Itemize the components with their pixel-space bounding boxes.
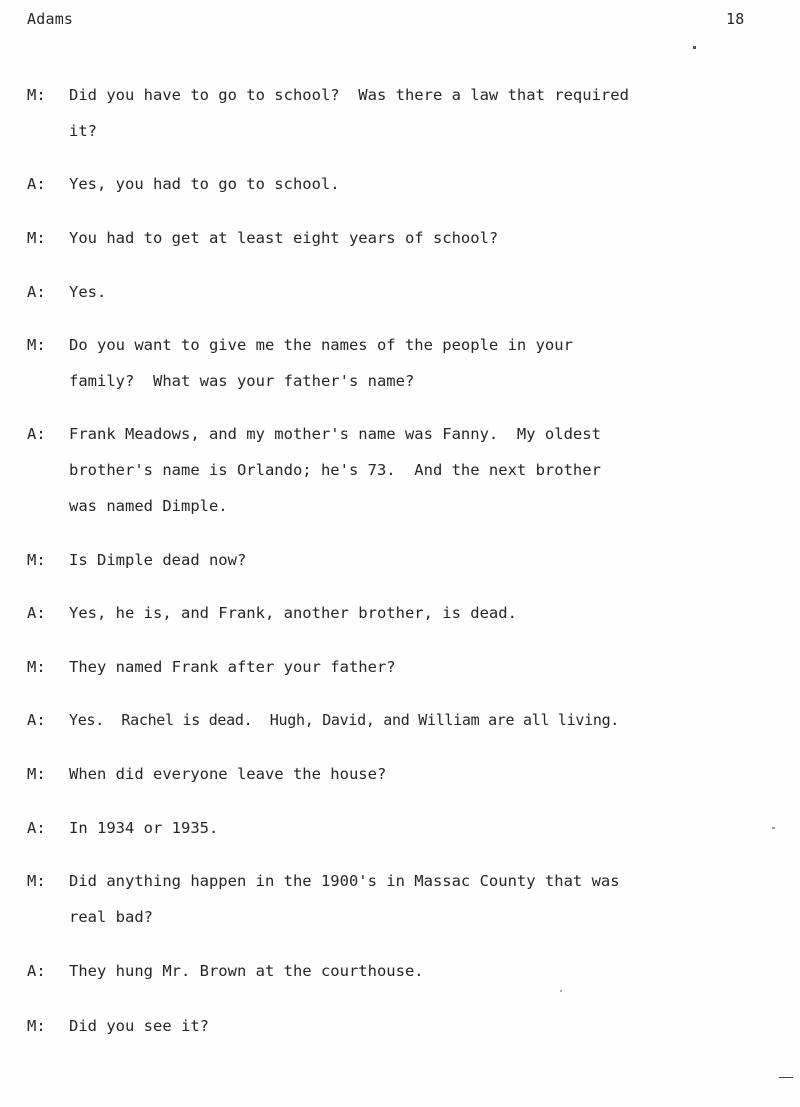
dialogue-text: Is Dimple dead now? bbox=[69, 551, 247, 569]
header-name: Adams bbox=[27, 10, 74, 28]
speaker-label: A: bbox=[27, 425, 46, 443]
speaker-label: A: bbox=[27, 604, 46, 622]
speaker-label: M: bbox=[27, 872, 46, 890]
page-number: 18 bbox=[726, 10, 745, 28]
speaker-label: M: bbox=[27, 86, 46, 104]
dialogue-text: Did you see it? bbox=[69, 1017, 209, 1035]
dialogue-text: When did everyone leave the house? bbox=[69, 765, 387, 783]
dialogue-text: Yes. bbox=[69, 283, 107, 301]
speaker-label: A: bbox=[27, 283, 46, 301]
speaker-label: M: bbox=[27, 658, 46, 676]
speaker-label: M: bbox=[27, 765, 46, 783]
scan-mark bbox=[779, 1077, 793, 1078]
speaker-label: A: bbox=[27, 175, 46, 193]
dialogue-text: Yes. Rachel is dead. Hugh, David, and William are all living. bbox=[69, 711, 620, 729]
speaker-label: A: bbox=[27, 962, 46, 980]
dialogue-text: Yes, you had to go to school. bbox=[69, 175, 340, 193]
dialogue-text: Frank Meadows, and my mother's name was Fanny. My oldest brother's name is Orlando; he's 73. And the next brother was named Dimple. bbox=[69, 425, 601, 515]
speaker-label: M: bbox=[27, 551, 46, 569]
dialogue-text: You had to get at least eight years of school? bbox=[69, 229, 499, 247]
dialogue-text: They hung Mr. Brown at the courthouse. bbox=[69, 962, 424, 980]
speaker-label: A: bbox=[27, 819, 46, 837]
speaker-label: A: bbox=[27, 711, 46, 729]
speaker-label: M: bbox=[27, 229, 46, 247]
speaker-label: M: bbox=[27, 1017, 46, 1035]
dialogue-text: Do you want to give me the names of the people in your family? What was your father's name? bbox=[69, 336, 573, 390]
dialogue-text: Did anything happen in the 1900's in Massac County that was real bad? bbox=[69, 872, 620, 926]
speaker-label: M: bbox=[27, 336, 46, 354]
scan-speck bbox=[560, 990, 562, 992]
dialogue-text: In 1934 or 1935. bbox=[69, 819, 219, 837]
dialogue-text: Yes, he is, and Frank, another brother, is dead. bbox=[69, 604, 517, 622]
dialogue-text: Did you have to go to school? Was there a law that required it? bbox=[69, 86, 629, 140]
scan-speck bbox=[693, 46, 696, 49]
scan-speck bbox=[772, 827, 775, 829]
dialogue-text: They named Frank after your father? bbox=[69, 658, 396, 676]
